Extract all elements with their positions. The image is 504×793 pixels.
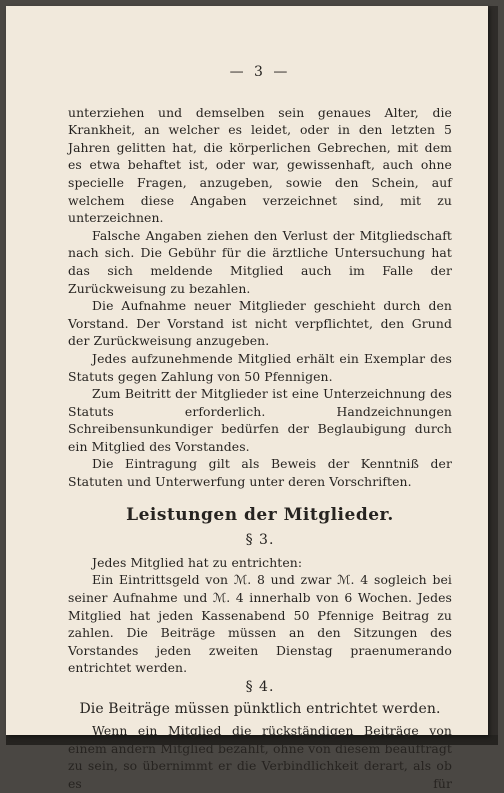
section-4-number: § 4. [245,679,275,695]
paragraph-2: Falsche Angaben ziehen den Verlust der Mitgliedschaft nach sich. Die Gebühr für die ärztliche Untersuchung hat das sich meldende Mitglied auch im Falle der Zurückweisung zu bezahlen. [68,227,452,296]
paragraph-7: Jedes Mitglied hat zu entrichten: [92,554,303,570]
page-edge-right [488,6,498,741]
paragraph-4: Jedes aufzunehmende Mitglied erhält ein Exemplar des Statuts gegen Zahlung von 50 Pfennigen. [68,350,452,384]
section-heading: Leistungen der Mitglieder. [126,504,394,525]
page-content [68,64,452,793]
paragraph-8: Ein Eintrittsgeld von ℳ. 8 und zwar ℳ. 4 sogleich bei seiner Aufnahme und ℳ. 4 innerhalb von 6 Wochen. Jedes Mitglied hat jeden Kassenabend 50 Pfennige Beitrag zu zahlen. Die Beiträge müssen an den Sitzungen des Vorstandes jeden zweiten Dienstag praenumerando entrichtet werden. [68,572,452,676]
document-page [6,6,488,791]
paragraph-6: Die Eintragung gilt als Beweis der Kenntniß der Statuten und Unterwerfung unter deren Vorschriften. [68,456,452,490]
paragraph-3: Die Aufnahme neuer Mitglieder geschieht durch den Vorstand. Der Vorstand ist nicht verpflichtet, den Grund der Zurückweisung anzugeben. [68,298,452,349]
section-4-title: Die Beiträge müssen pünktlich entrichtet werden. [79,700,441,717]
paragraph-5: Zum Beitritt der Mitglieder ist eine Unterzeichnung des Statuts erforderlich. Handzeichnungen Schreibensunkundiger bedürfen der Beglaubigung durch ein Mitglied des Vorstandes. [68,386,452,454]
paragraph-9: Wenn ein Mitglied die rückständigen Beiträge von einem andern Mitglied bezahlt, ohne von diesem beauftragt zu sein, so übernimmt er die Verbindlichkeit derart, als ob es für [68,723,452,791]
paragraph-1: unterziehen und demselben sein genaues Alter, die Krankheit, an welcher es leidet, oder in den letzten 5 Jahren gelitten hat, die körperlichen Gebrechen, mit dem es etwa behaftet ist, oder war, gewissenhaft, auch ohne specielle Fragen, anzugeben, sowie den Schein, auf welchem diese Angaben verzeichnet sind, mit zu unterzeichnen. [68,104,452,226]
section-3-number: § 3. [245,532,275,549]
page-number: — 3 — [229,64,291,80]
